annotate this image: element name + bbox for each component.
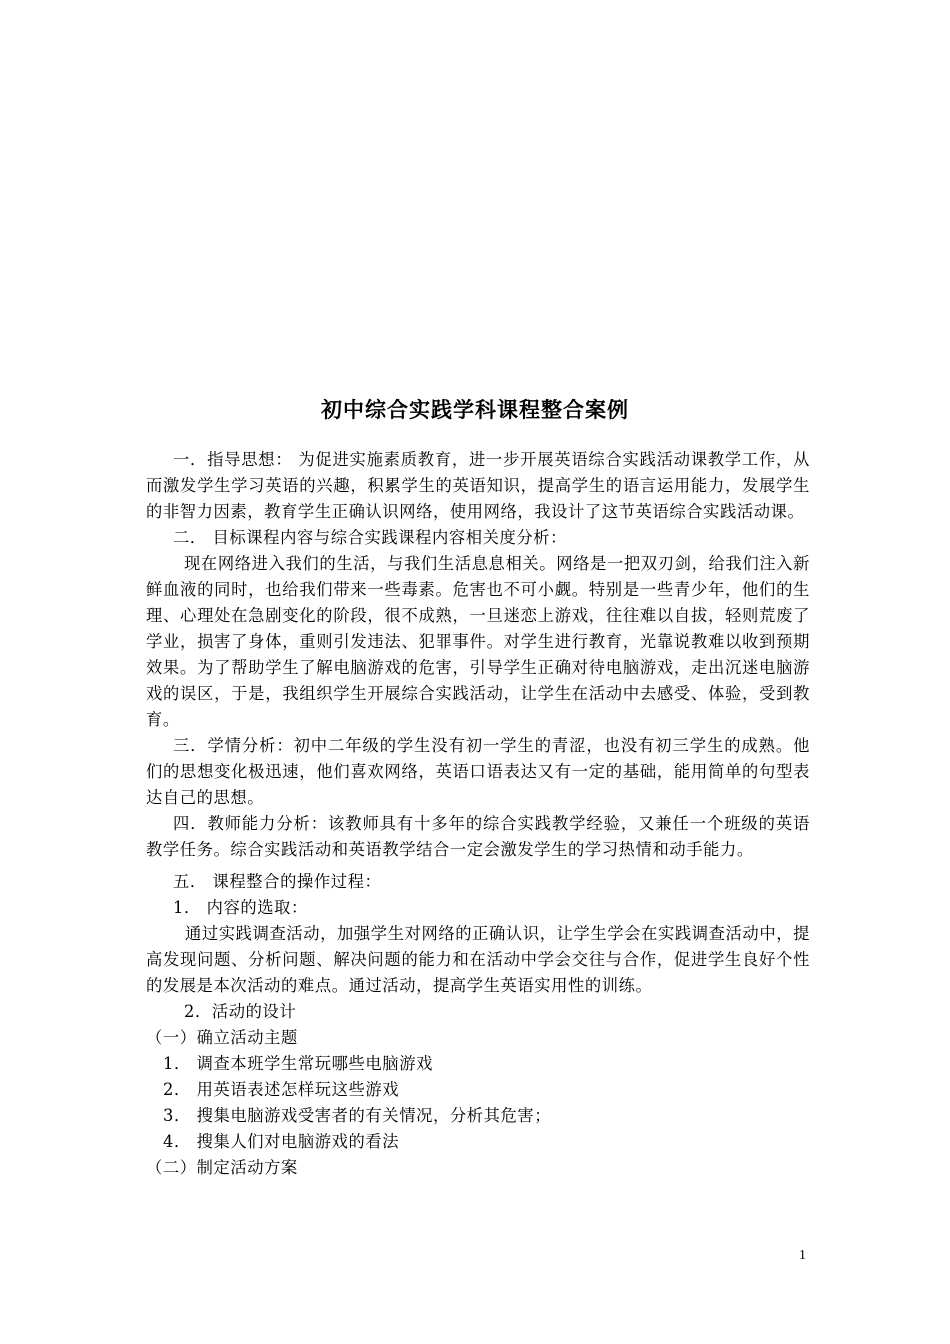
heading-operation-process: 五． 课程整合的操作过程： [173,872,382,891]
document-body [146,447,810,1181]
paragraph-teacher-ability: 四．教师能力分析：该教师具有十多年的综合实践教学经验，又兼任一个班级的英语教学任务。综合实践活动和英语教学结合一定会激发学生的学习热情和动手能力。 [146,814,810,859]
paragraph-learner-analysis: 三．学情分析：初中二年级的学生没有初一学生的青涩，也没有初三学生的成熟。他们的思想变化极迅速，他们喜欢网络，英语口语表达又有一定的基础，能用简单的句型表达自己的思想。 [146,736,810,807]
heading-activity-design: 2．活动的设计 [184,1002,297,1021]
paragraph-guiding-idea: 一．指导思想： 为促进实施素质教育，进一步开展英语综合实践活动课教学工作，从而激发学生学习英语的兴趣，积累学生的英语知识，提高学生的语言运用能力，发展学生的非智力因素，教育学生正确认识网络，使用网络，我设计了这节英语综合实践活动课。 [146,450,810,521]
heading-activity-theme: （一）确立活动主题 [146,1028,298,1047]
list-item: 3． 搜集电脑游戏受害者的有关情况，分析其危害； [163,1106,552,1125]
document-title: 初中综合实践学科课程整合案例 [321,398,629,422]
paragraph-relevance: 现在网络进入我们的生活，与我们生活息息相关。网络是一把双刃剑，给我们注入新鲜血液的同时，也给我们带来一些毒素。危害也不可小觑。特别是一些青少年，他们的生理、心理处在急剧变化的阶段，很不成熟，一旦迷恋上游戏，往往难以自拔，轻则荒废了学业，损害了身体，重则引发违法、犯罪事件。对学生进行教育，光靠说教难以收到预期效果。为了帮助学生了解电脑游戏的危害，引导学生正确对待电脑游戏，走出沉迷电脑游戏的误区，于是，我组织学生开展综合实践活动，让学生在活动中去感受、体验，受到教育。 [146,554,810,729]
paragraph-content-selection: 通过实践调查活动，加强学生对网络的正确认识，让学生学会在实践调查活动中，提高发现问题、分析问题、解决问题的能力和在活动中学会交往与合作，促进学生良好个性的发展是本次活动的难点。通过活动，提高学生英语实用性的训练。 [146,924,810,995]
heading-relevance-analysis: 二． 目标课程内容与综合实践课程内容相关度分析： [173,528,568,547]
page-number: 1 [799,1248,806,1263]
list-item: 2． 用英语表述怎样玩这些游戏 [163,1080,400,1099]
list-item: 4． 搜集人们对电脑游戏的看法 [163,1132,400,1151]
heading-content-selection: 1． 内容的选取： [173,898,308,917]
list-item: 1． 调查本班学生常玩哪些电脑游戏 [163,1054,433,1073]
heading-activity-plan: （二）制定活动方案 [146,1158,298,1177]
